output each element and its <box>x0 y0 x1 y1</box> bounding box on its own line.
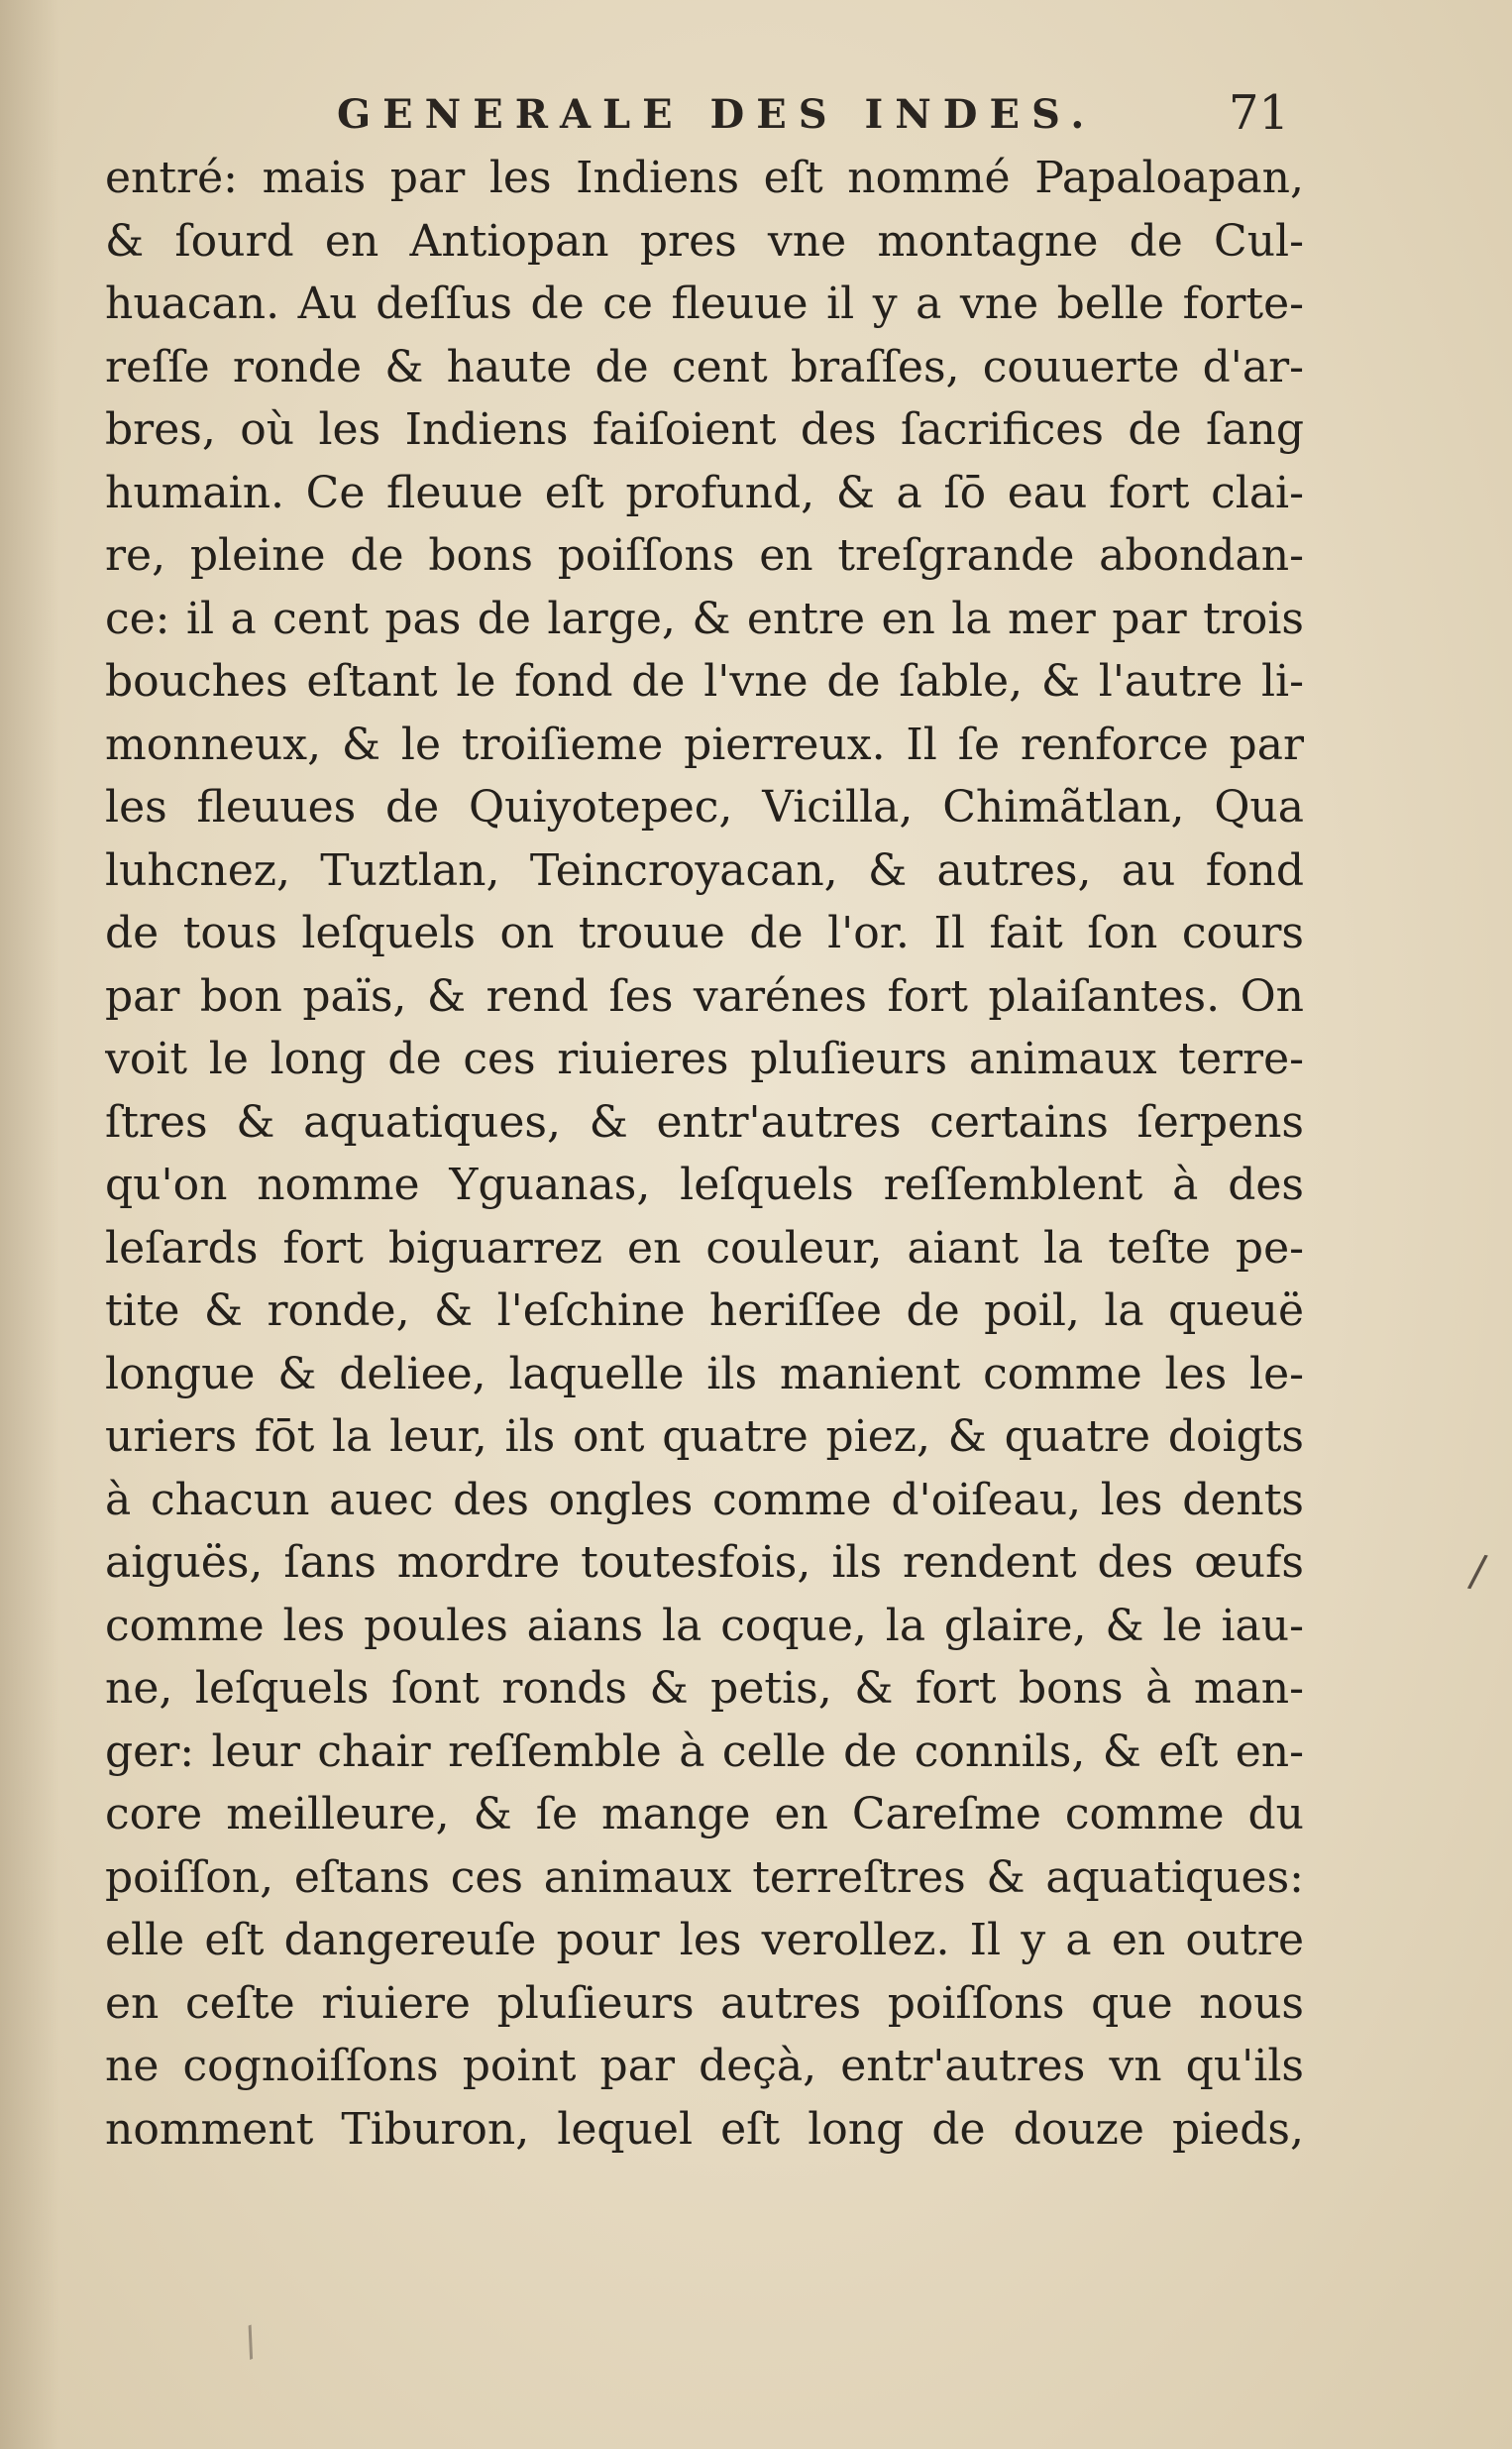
gutter-shadow <box>0 0 59 2449</box>
text-line: à chacun auec des ongles comme d'oiſeau, les dents <box>105 1474 1304 1525</box>
text-line: leſards fort biguarrez en couleur, aiant la teſte pe- <box>105 1222 1304 1274</box>
body-text <box>105 147 1304 2161</box>
margin-pen-mark: / <box>1465 1545 1490 1598</box>
text-line: ce: il a cent pas de large, & entre en la mer par trois <box>105 593 1304 644</box>
text-line: entré: mais par les Indiens eſt nommé Papaloapan, <box>105 153 1304 203</box>
text-line: par bon païs, & rend ſes varénes fort plaiſantes. On <box>105 970 1304 1022</box>
running-head: GENERALE DES INDES. <box>337 91 1097 138</box>
text-line: voit le long de ces riuieres pluſieurs animaux terre- <box>105 1034 1304 1084</box>
text-line: bouches eſtant le fond de l'vne de ſable, & l'autre li- <box>105 656 1304 707</box>
text-line: ne cognoiſſons point par deçà, entr'autres vn qu'ils <box>105 2041 1304 2091</box>
text-line: aiguës, ſans mordre toutesfois, ils rendent des œufs <box>105 1537 1304 1588</box>
text-line: huacan. Au deſſus de ce fleuue il y a vne belle forte- <box>105 278 1304 329</box>
text-line: monneux, & le troiſieme pierreux. Il ſe renforce par <box>105 719 1304 770</box>
text-line: ſtres & aquatiques, & entr'autres certains ſerpens <box>105 1096 1304 1148</box>
page-number: 71 <box>1229 85 1290 141</box>
text-line: uriers fōt la leur, ils ont quatre piez, & quatre doigts <box>105 1411 1304 1462</box>
text-line: luhcnez, Tuztlan, Teincroyacan, & autres, au fond <box>105 844 1304 896</box>
text-line: en ceſte riuiere pluſieurs autres poiſſons que nous <box>105 1977 1304 2029</box>
text-line: core meilleure, & ſe mange en Careſme comme du <box>105 1789 1304 1839</box>
text-line: reſſe ronde & haute de cent braſſes, couuerte d'ar- <box>105 341 1304 392</box>
text-line: bres, où les Indiens faiſoient des ſacrifices de ſang <box>105 404 1304 455</box>
text-line: longue & deliee, laquelle ils manient comme les le- <box>105 1348 1304 1399</box>
text-line: re, pleine de bons poiſſons en treſgrande abondan- <box>105 530 1304 581</box>
text-line: ne, leſquels ſont ronds & petis, & fort bons à man- <box>105 1663 1304 1714</box>
text-line: comme les poules aians la coque, la glaire, & le iau- <box>105 1600 1304 1651</box>
text-line: humain. Ce fleuue eſt profund, & a ſō eau fort clai- <box>105 467 1304 518</box>
text-line: tite & ronde, & l'eſchine heriſſee de poil, la queuë <box>105 1285 1304 1336</box>
text-line: les fleuues de Quiyotepec, Vicilla, Chimãtlan, Qua <box>105 782 1304 833</box>
text-line: & ſourd en Antiopan pres vne montagne de Cul- <box>105 215 1304 267</box>
text-line: poiſſon, eſtans ces animaux terreſtres & aquatiques: <box>105 1851 1304 1903</box>
faint-ink-stroke: / <box>236 2318 265 2366</box>
text-line: qu'on nomme Yguanas, leſquels reſſemblent à des <box>105 1160 1304 1210</box>
text-line: de tous leſquels on trouue de l'or. Il fait ſon cours <box>105 908 1304 958</box>
text-line: ger: leur chair reſſemble à celle de connils, & eſt en- <box>105 1725 1304 1777</box>
text-line: elle eſt dangereuſe pour les verollez. Il y a en outre <box>105 1915 1304 1965</box>
text-line: nomment Tiburon, lequel eſt long de douze pieds, <box>105 2103 1304 2155</box>
